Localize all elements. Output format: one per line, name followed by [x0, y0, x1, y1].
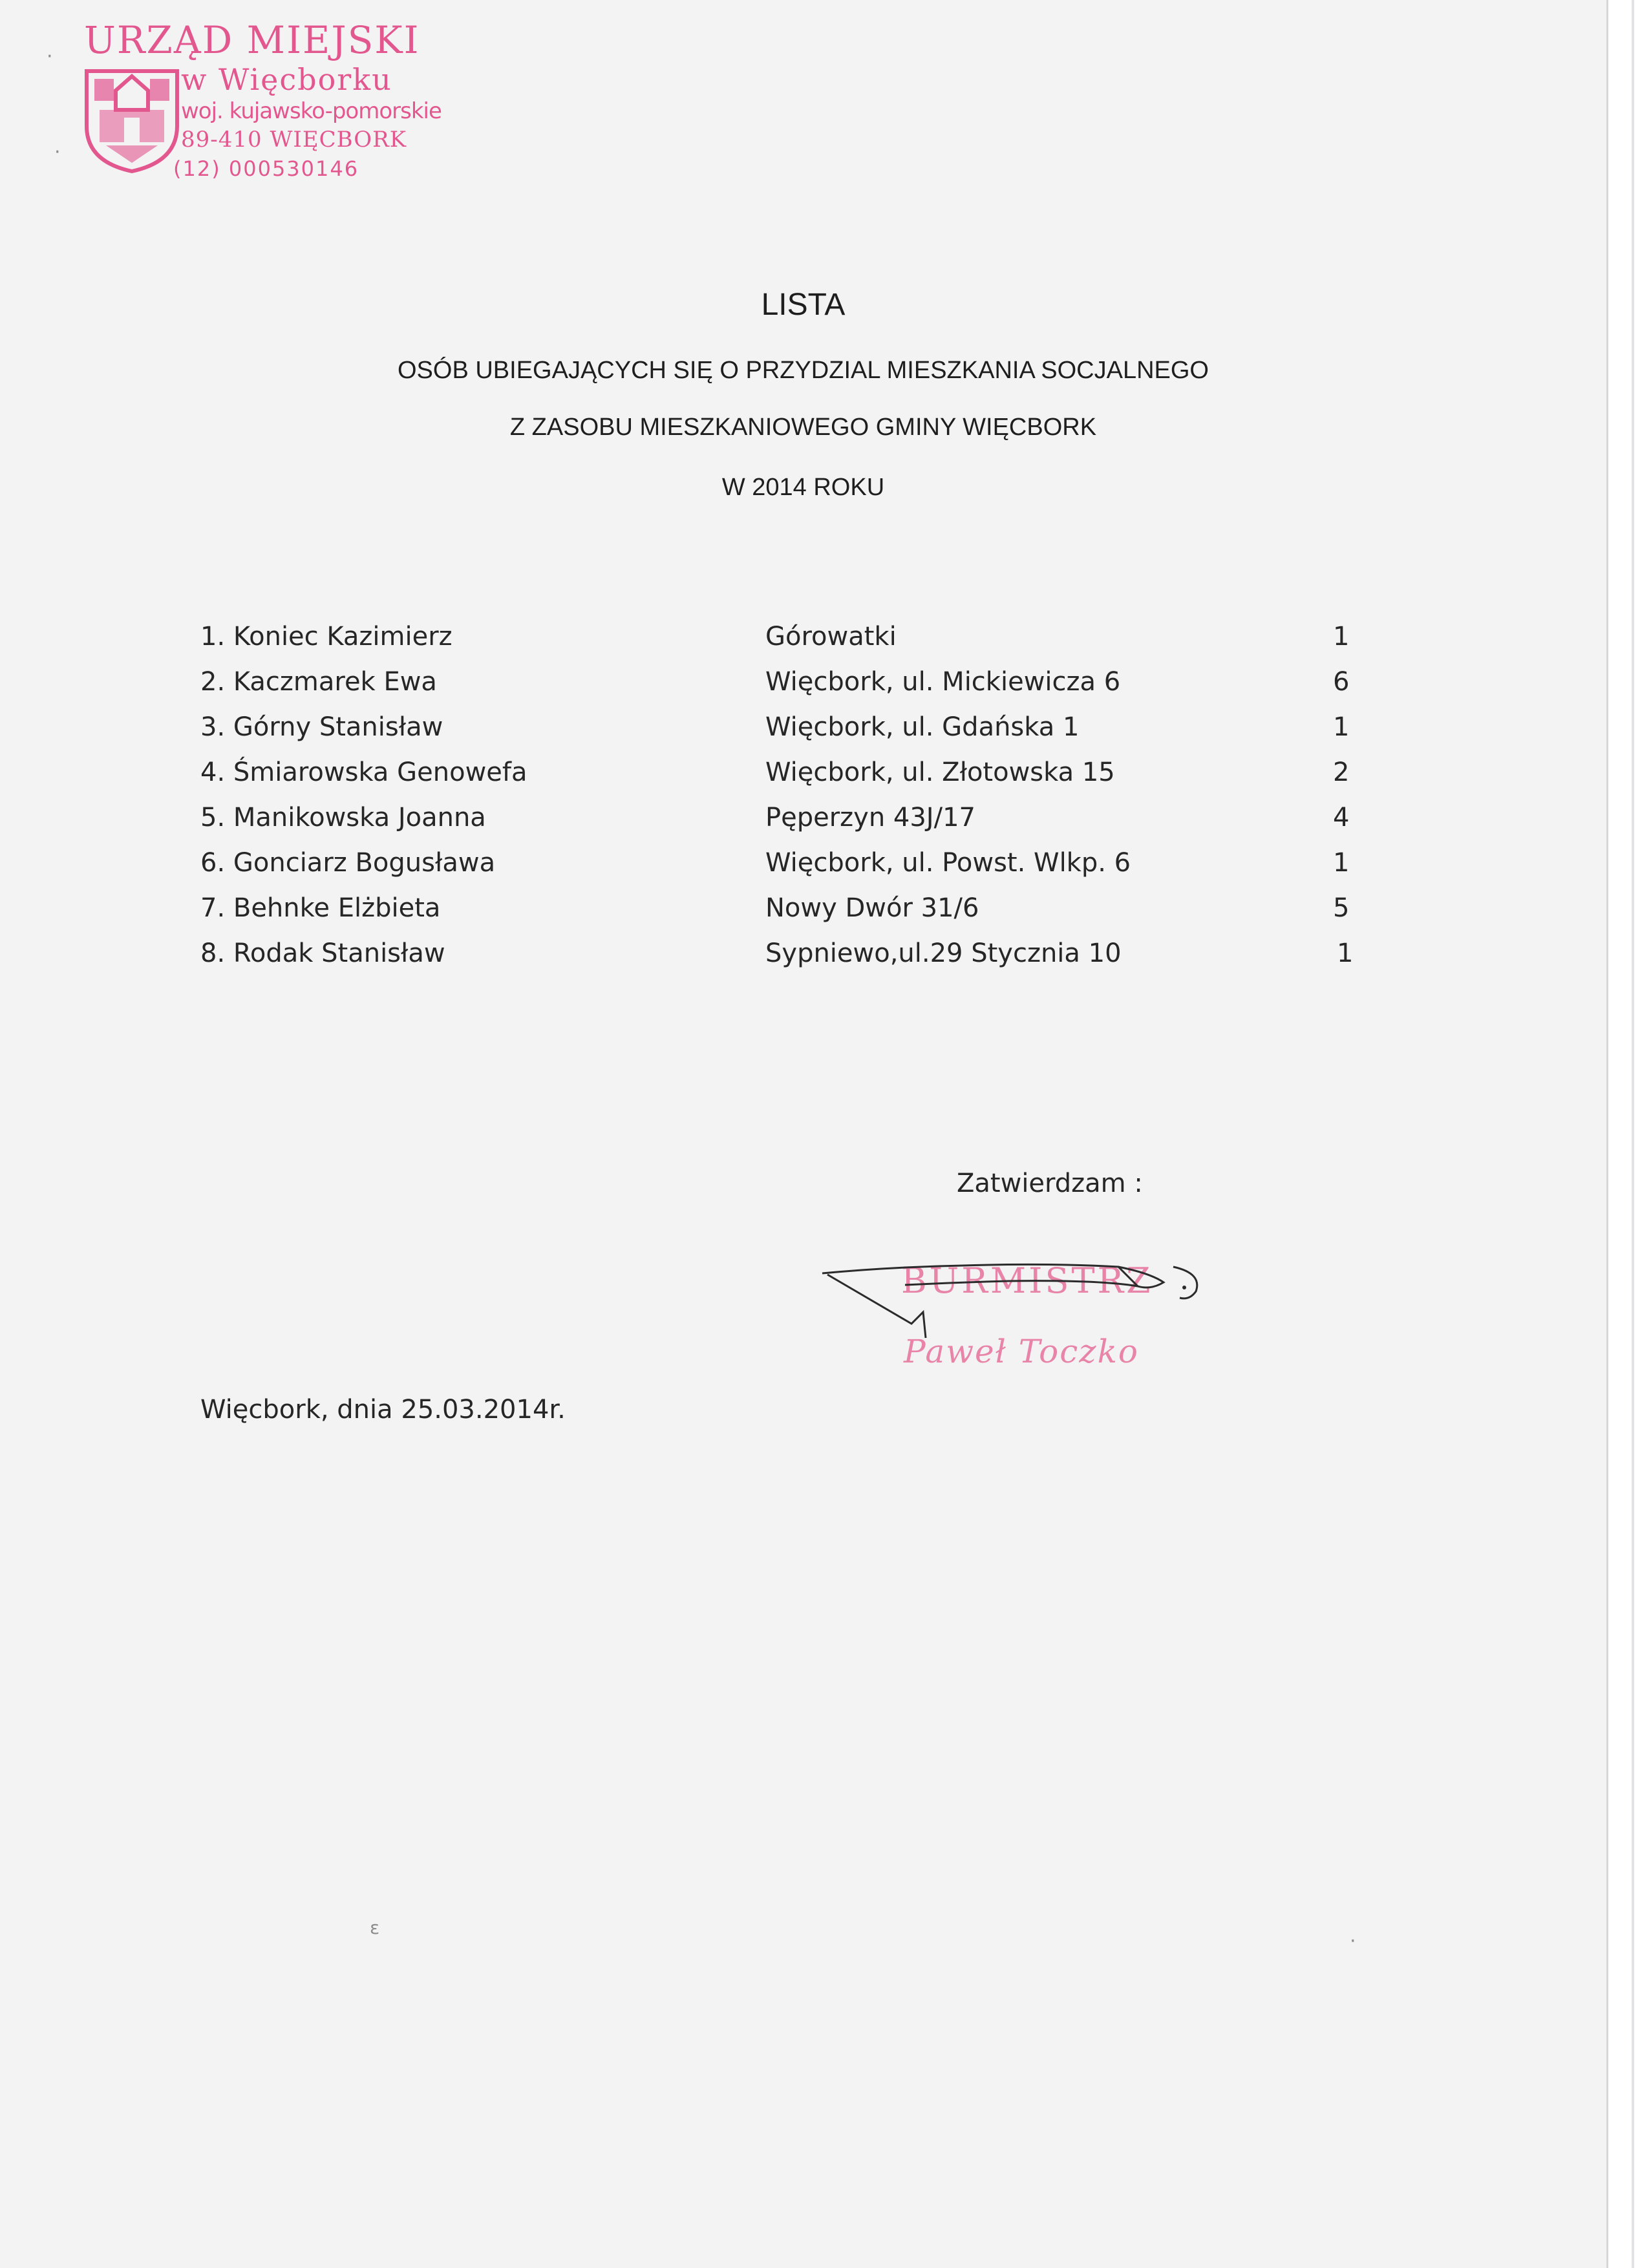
list-item — [200, 622, 1377, 667]
stamp-region: woj. kujawsko-pomorskie — [181, 98, 442, 124]
list-item — [200, 712, 1377, 758]
applicant-address: Więcbork, ul. Złotowska 15 — [765, 758, 1115, 787]
seal-title: BURMISTRZ — [901, 1260, 1153, 1301]
applicant-address: Pęperzyn 43J/17 — [765, 803, 975, 832]
list-item — [200, 893, 1377, 938]
household-count: 1 — [1333, 622, 1350, 652]
applicant-address: Sypniewo,ul.29 Stycznia 10 — [765, 938, 1122, 968]
approval-label: Zatwierdzam : — [957, 1169, 1143, 1198]
stamp-town: w Więcborku — [181, 62, 392, 97]
applicant-address: Górowatki — [765, 622, 897, 652]
signature-icon — [815, 1241, 1280, 1383]
applicant-address: Więcbork, ul. Gdańska 1 — [765, 712, 1080, 742]
scan-speck: · — [1350, 1930, 1356, 1953]
scan-speck: ε — [370, 1917, 380, 1938]
coat-of-arms-icon — [80, 65, 184, 175]
scan-speck: · — [54, 141, 61, 164]
household-count: 5 — [1333, 893, 1350, 923]
applicant-address: Więcbork, ul. Mickiewicza 6 — [765, 667, 1121, 697]
document-subtitle-1: OSÓB UBIEGAJĄCYCH SIĘ O PRZYDZIAL MIESZKANIA SOCJALNEGO — [398, 357, 1209, 384]
stamp-postcode: 89-410 WIĘCBORK — [181, 127, 407, 153]
household-count: 6 — [1333, 667, 1350, 697]
document-title: LISTA — [761, 288, 846, 322]
stamp-regon: (12) 000530146 — [173, 156, 359, 181]
office-stamp — [76, 18, 442, 181]
applicant-address: Nowy Dwór 31/6 — [765, 893, 979, 923]
applicant-name: 7. Behnke Elżbieta — [200, 893, 441, 923]
applicant-name: 4. Śmiarowska Genowefa — [200, 758, 527, 787]
household-count: 4 — [1333, 803, 1350, 832]
list-item — [200, 938, 1377, 984]
applicant-name: 1. Koniec Kazimierz — [200, 622, 453, 652]
document-subtitle-2: Z ZASOBU MIESZKANIOWEGO GMINY WIĘCBORK — [509, 414, 1097, 441]
household-count: 2 — [1333, 758, 1350, 787]
document-subtitle-3: W 2014 ROKU — [721, 474, 885, 501]
applicant-name: 2. Kaczmarek Ewa — [200, 667, 437, 697]
applicant-name: 3. Górny Stanisław — [200, 712, 443, 742]
applicants-list — [200, 622, 1377, 984]
list-item — [200, 848, 1377, 893]
page-edge-shadow — [1632, 0, 1634, 2268]
list-item — [200, 758, 1377, 803]
applicant-name: 6. Gonciarz Bogusława — [200, 848, 496, 878]
household-count: 1 — [1333, 848, 1350, 878]
place-and-date: Więcbork, dnia 25.03.2014r. — [200, 1395, 566, 1425]
scan-speck: · — [47, 45, 53, 68]
mayor-seal — [815, 1241, 1280, 1383]
page-edge — [1606, 0, 1651, 2268]
stamp-title: URZĄD MIEJSKI — [84, 18, 420, 62]
household-count: 1 — [1337, 938, 1354, 968]
applicant-name: 8. Rodak Stanisław — [200, 938, 445, 968]
applicant-name: 5. Manikowska Joanna — [200, 803, 486, 832]
seal-name: Paweł Toczko — [904, 1333, 1140, 1370]
list-item — [200, 667, 1377, 712]
household-count: 1 — [1333, 712, 1350, 742]
applicant-address: Więcbork, ul. Powst. Wlkp. 6 — [765, 848, 1131, 878]
list-item — [200, 803, 1377, 848]
